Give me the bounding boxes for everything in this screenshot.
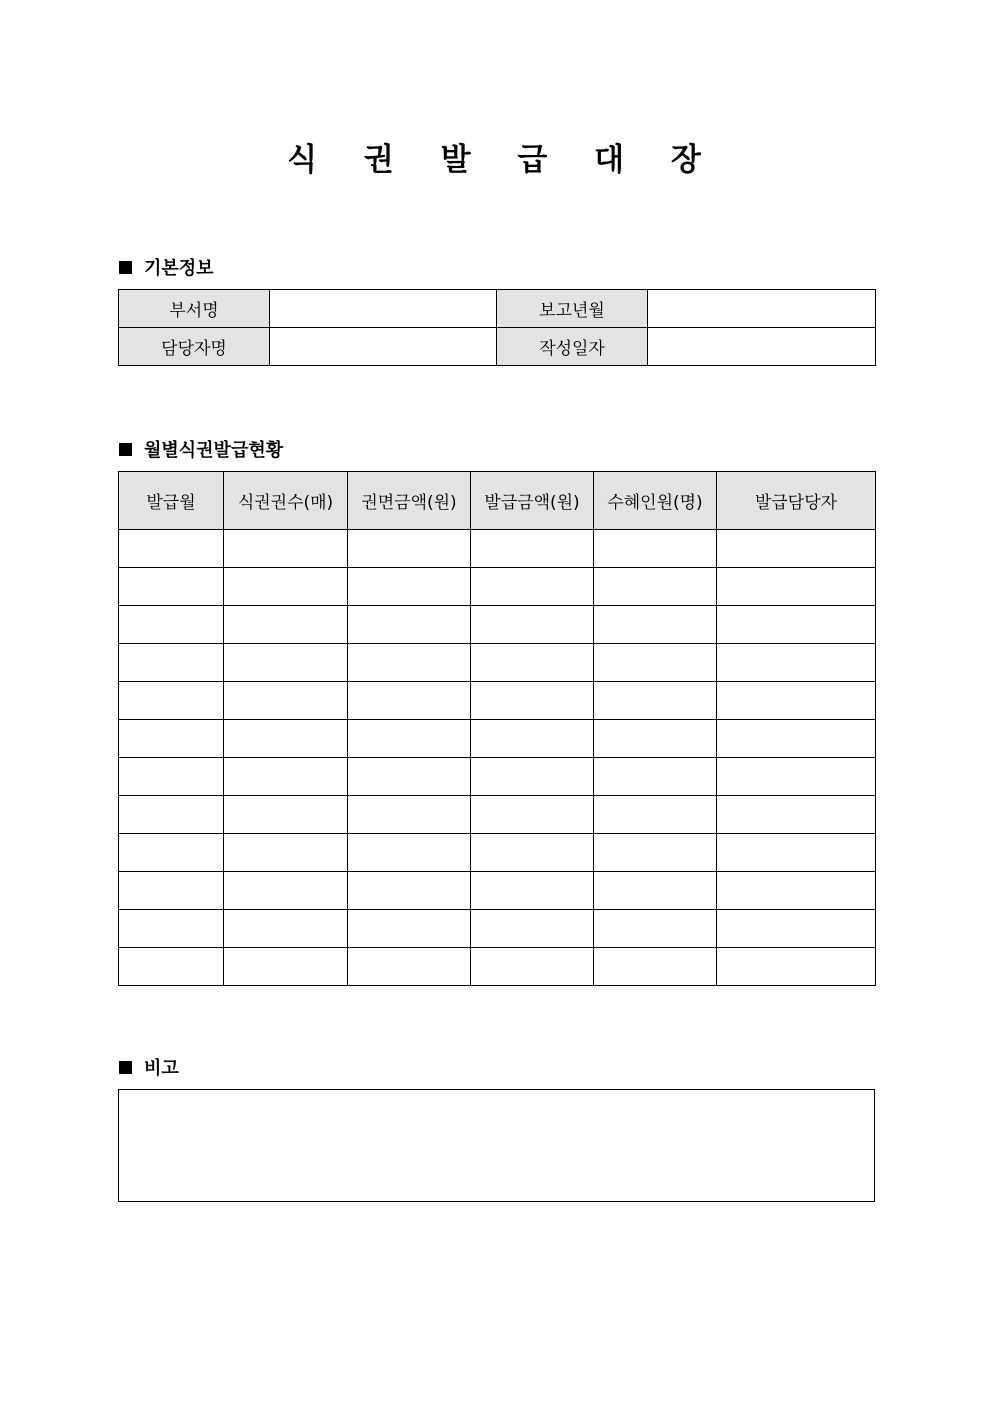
table-row xyxy=(119,530,876,568)
section-heading-remarks xyxy=(119,1054,179,1080)
square-bullet-icon xyxy=(119,261,132,274)
table-cell[interactable] xyxy=(224,796,348,834)
table-cell[interactable] xyxy=(224,910,348,948)
section-heading-label: 기본정보 xyxy=(144,258,214,279)
table-cell[interactable] xyxy=(471,834,594,872)
date-written-field[interactable] xyxy=(648,328,876,366)
table-cell[interactable] xyxy=(224,568,348,606)
table-cell[interactable] xyxy=(471,568,594,606)
table-row xyxy=(119,328,876,366)
monthly-issuance-table xyxy=(118,471,876,986)
table-cell[interactable] xyxy=(119,530,224,568)
table-cell[interactable] xyxy=(119,606,224,644)
table-cell[interactable] xyxy=(594,834,717,872)
table-cell[interactable] xyxy=(348,568,471,606)
table-cell[interactable] xyxy=(471,644,594,682)
table-cell[interactable] xyxy=(348,682,471,720)
table-cell[interactable] xyxy=(224,530,348,568)
table-cell[interactable] xyxy=(348,910,471,948)
table-cell[interactable] xyxy=(119,758,224,796)
report-month-label: 보고년월 xyxy=(497,290,648,328)
person-in-charge-label: 담당자명 xyxy=(119,328,270,366)
table-cell[interactable] xyxy=(348,758,471,796)
table-cell[interactable] xyxy=(119,682,224,720)
table-cell[interactable] xyxy=(471,758,594,796)
table-cell[interactable] xyxy=(348,948,471,986)
table-cell[interactable] xyxy=(224,720,348,758)
column-header-issue-month: 발급월 xyxy=(119,472,224,530)
table-cell[interactable] xyxy=(224,682,348,720)
table-cell[interactable] xyxy=(471,530,594,568)
table-cell[interactable] xyxy=(348,606,471,644)
table-cell[interactable] xyxy=(224,872,348,910)
table-cell[interactable] xyxy=(717,834,876,872)
table-cell[interactable] xyxy=(119,644,224,682)
table-row xyxy=(119,796,876,834)
table-cell[interactable] xyxy=(717,910,876,948)
square-bullet-icon xyxy=(119,443,132,456)
table-cell[interactable] xyxy=(471,948,594,986)
table-cell[interactable] xyxy=(119,872,224,910)
table-cell[interactable] xyxy=(471,796,594,834)
table-cell[interactable] xyxy=(119,948,224,986)
column-header-face-value: 권면금액(원) xyxy=(348,472,471,530)
table-cell[interactable] xyxy=(224,834,348,872)
date-written-label: 작성일자 xyxy=(497,328,648,366)
table-cell[interactable] xyxy=(594,606,717,644)
column-header-beneficiaries: 수혜인원(명) xyxy=(594,472,717,530)
table-cell[interactable] xyxy=(348,834,471,872)
department-field[interactable] xyxy=(270,290,497,328)
table-cell[interactable] xyxy=(348,530,471,568)
table-cell[interactable] xyxy=(471,720,594,758)
table-cell[interactable] xyxy=(594,720,717,758)
table-row xyxy=(119,720,876,758)
table-cell[interactable] xyxy=(348,796,471,834)
table-row xyxy=(119,948,876,986)
column-header-ticket-count: 식권권수(매) xyxy=(224,472,348,530)
table-cell[interactable] xyxy=(594,682,717,720)
table-header-row xyxy=(119,472,876,530)
table-cell[interactable] xyxy=(471,910,594,948)
section-heading-label: 비고 xyxy=(144,1058,179,1079)
remarks-field[interactable] xyxy=(118,1089,875,1202)
basic-info-table xyxy=(118,289,876,366)
table-cell[interactable] xyxy=(717,606,876,644)
table-cell[interactable] xyxy=(594,568,717,606)
table-cell[interactable] xyxy=(119,568,224,606)
table-cell[interactable] xyxy=(348,720,471,758)
table-row xyxy=(119,758,876,796)
table-cell[interactable] xyxy=(119,834,224,872)
table-row xyxy=(119,834,876,872)
table-cell[interactable] xyxy=(119,720,224,758)
section-heading-basic-info xyxy=(119,254,214,280)
column-header-issuer: 발급담당자 xyxy=(717,472,876,530)
table-cell[interactable] xyxy=(594,758,717,796)
table-cell[interactable] xyxy=(224,948,348,986)
table-cell[interactable] xyxy=(471,606,594,644)
table-cell[interactable] xyxy=(594,910,717,948)
table-row xyxy=(119,872,876,910)
table-row xyxy=(119,606,876,644)
table-cell[interactable] xyxy=(594,644,717,682)
table-cell[interactable] xyxy=(717,530,876,568)
table-cell[interactable] xyxy=(224,644,348,682)
table-row xyxy=(119,910,876,948)
table-cell[interactable] xyxy=(471,872,594,910)
table-row xyxy=(119,568,876,606)
table-row xyxy=(119,644,876,682)
column-header-issue-amount: 발급금액(원) xyxy=(471,472,594,530)
section-heading-label: 월별식권발급현황 xyxy=(144,440,284,461)
table-row xyxy=(119,682,876,720)
report-month-field[interactable] xyxy=(648,290,876,328)
table-cell[interactable] xyxy=(119,910,224,948)
table-cell[interactable] xyxy=(594,872,717,910)
table-cell[interactable] xyxy=(717,872,876,910)
table-row xyxy=(119,290,876,328)
table-cell[interactable] xyxy=(471,682,594,720)
table-cell[interactable] xyxy=(717,796,876,834)
section-heading-monthly xyxy=(119,436,283,462)
person-in-charge-field[interactable] xyxy=(270,328,497,366)
square-bullet-icon xyxy=(119,1061,132,1074)
table-cell[interactable] xyxy=(119,796,224,834)
table-cell[interactable] xyxy=(224,758,348,796)
department-label: 부서명 xyxy=(119,290,270,328)
table-cell[interactable] xyxy=(717,720,876,758)
table-cell[interactable] xyxy=(717,948,876,986)
document-title: 식 권 발 급 대 장 xyxy=(287,142,719,178)
table-cell[interactable] xyxy=(594,530,717,568)
table-cell[interactable] xyxy=(717,682,876,720)
table-cell[interactable] xyxy=(717,644,876,682)
table-cell[interactable] xyxy=(594,796,717,834)
table-cell[interactable] xyxy=(348,644,471,682)
table-cell[interactable] xyxy=(717,568,876,606)
table-cell[interactable] xyxy=(224,606,348,644)
table-cell[interactable] xyxy=(594,948,717,986)
table-cell[interactable] xyxy=(348,872,471,910)
table-cell[interactable] xyxy=(717,758,876,796)
